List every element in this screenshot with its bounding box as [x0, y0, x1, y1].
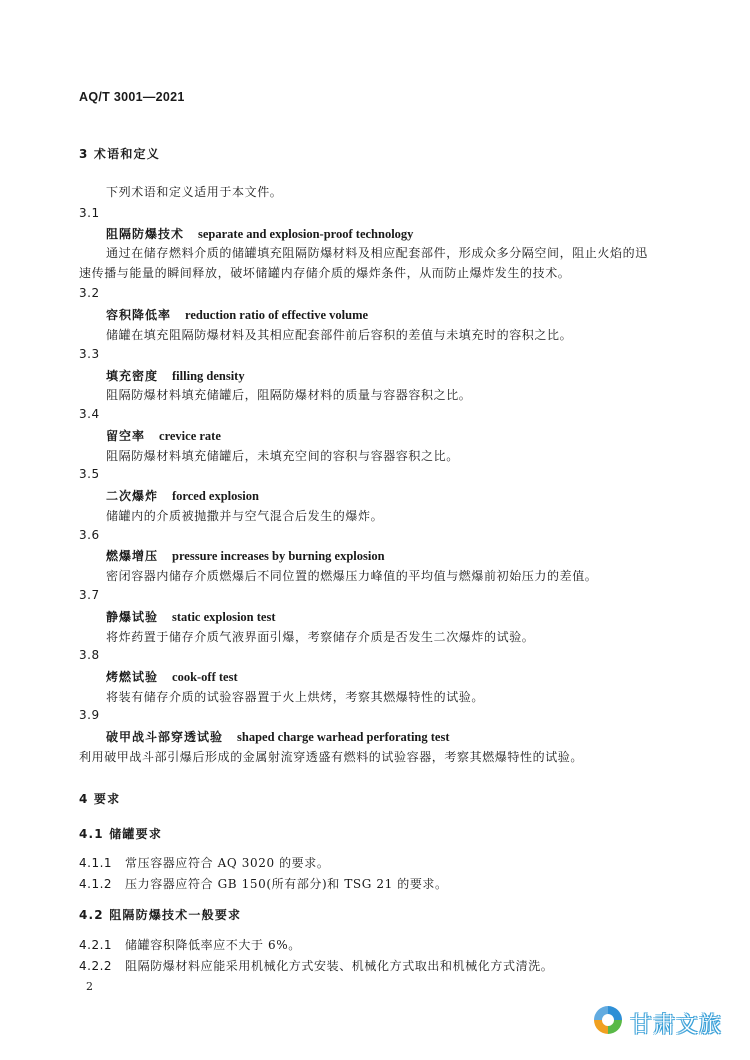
term-definition: 将炸药置于储存介质气液界面引爆，考察储存介质是否发生二次爆炸的试验。 — [106, 630, 535, 644]
term-title — [106, 668, 238, 685]
clause-item — [79, 957, 553, 974]
term-zh: 阻隔防爆技术 — [106, 227, 185, 241]
term-definition: 储罐内的介质被抛撒并与空气混合后发生的爆炸。 — [106, 509, 384, 523]
term-number: 3.8 — [79, 648, 100, 662]
clause-number: 4.1.1 — [79, 856, 113, 870]
clause-item — [79, 854, 330, 871]
term-en: separate and explosion-proof technology — [198, 227, 414, 241]
term-definition: 阻隔防爆材料填充储罐后，阻隔防爆材料的质量与容器容积之比。 — [106, 388, 472, 402]
section-4-2-heading: 4.2 阻隔防爆技术一般要求 — [79, 908, 242, 922]
clause-text: 常压容器应符合 AQ 3020 的要求。 — [125, 856, 330, 870]
term-number: 3.4 — [79, 407, 100, 421]
term-title — [106, 728, 450, 745]
term-definition: 速传播与能量的瞬间释放，破坏储罐内存储介质的爆炸条件，从而防止爆炸发生的技术。 — [79, 266, 571, 280]
section-4-heading: 4 要求 — [79, 792, 121, 806]
clause-number: 4.1.2 — [79, 877, 113, 891]
term-number: 3.2 — [79, 286, 100, 300]
watermark-text: 甘肃文旅 — [630, 1013, 723, 1038]
section-3-heading: 3 术语和定义 — [79, 147, 160, 161]
term-zh: 烤燃试验 — [106, 670, 159, 684]
clause-number: 4.2.1 — [79, 938, 113, 952]
term-zh: 填充密度 — [106, 369, 159, 383]
term-definition: 储罐在填充阻隔防爆材料及其相应配套部件前后容积的差值与未填充时的容积之比。 — [106, 328, 573, 342]
term-en: cook-off test — [172, 670, 238, 684]
term-zh: 破甲战斗部穿透试验 — [106, 730, 224, 744]
watermark-logo — [592, 1004, 742, 1038]
term-zh: 二次爆炸 — [106, 489, 159, 503]
term-zh: 燃爆增压 — [106, 549, 159, 563]
term-number: 3.6 — [79, 528, 100, 542]
term-number: 3.1 — [79, 206, 100, 220]
term-title — [106, 427, 221, 444]
section-3-intro: 下列术语和定义适用于本文件。 — [106, 185, 283, 199]
term-en: static explosion test — [172, 610, 276, 624]
term-title — [106, 487, 259, 504]
term-en: forced explosion — [172, 489, 259, 503]
term-definition: 通过在储存燃料介质的储罐填充阻隔防爆材料及相应配套部件，形成众多分隔空间，阻止火焰的迅 — [106, 246, 648, 260]
page-number: 2 — [86, 980, 93, 993]
clause-item — [79, 875, 448, 892]
term-title — [106, 367, 245, 384]
clause-item — [79, 936, 301, 953]
section-4-1-heading: 4.1 储罐要求 — [79, 827, 163, 841]
term-zh: 留空率 — [106, 429, 146, 443]
term-definition: 阻隔防爆材料填充储罐后，未填充空间的容积与容器容积之比。 — [106, 449, 459, 463]
term-en: reduction ratio of effective volume — [185, 308, 369, 322]
term-en: shaped charge warhead perforating test — [237, 730, 450, 744]
term-zh: 容积降低率 — [106, 308, 172, 322]
term-en: pressure increases by burning explosion — [172, 549, 385, 563]
term-zh: 静爆试验 — [106, 610, 159, 624]
clause-text: 储罐容积降低率应不大于 6%。 — [125, 938, 301, 952]
term-title — [106, 608, 275, 625]
term-number: 3.5 — [79, 467, 100, 481]
logo-swirl-icon — [592, 1004, 624, 1036]
clause-number: 4.2.2 — [79, 959, 113, 973]
clause-text: 阻隔防爆材料应能采用机械化方式安装、机械化方式取出和机械化方式清洗。 — [125, 959, 554, 973]
term-definition: 密闭容器内储存介质燃爆后不同位置的燃爆压力峰值的平均值与燃爆前初始压力的差值。 — [106, 569, 598, 583]
term-definition: 将装有储存介质的试验容器置于火上烘烤，考察其燃爆特性的试验。 — [106, 690, 485, 704]
term-title — [106, 306, 368, 323]
standard-code: AQ/T 3001—2021 — [79, 90, 185, 104]
term-title — [106, 225, 413, 242]
term-en: crevice rate — [159, 429, 221, 443]
clause-text: 压力容器应符合 GB 150(所有部分)和 TSG 21 的要求。 — [125, 877, 448, 891]
term-number: 3.7 — [79, 588, 100, 602]
term-title — [106, 547, 385, 564]
term-number: 3.9 — [79, 708, 100, 722]
term-definition: 利用破甲战斗部引爆后形成的金属射流穿透盛有燃料的试验容器，考察其燃爆特性的试验。 — [79, 750, 584, 764]
term-number: 3.3 — [79, 347, 100, 361]
term-en: filling density — [172, 369, 245, 383]
